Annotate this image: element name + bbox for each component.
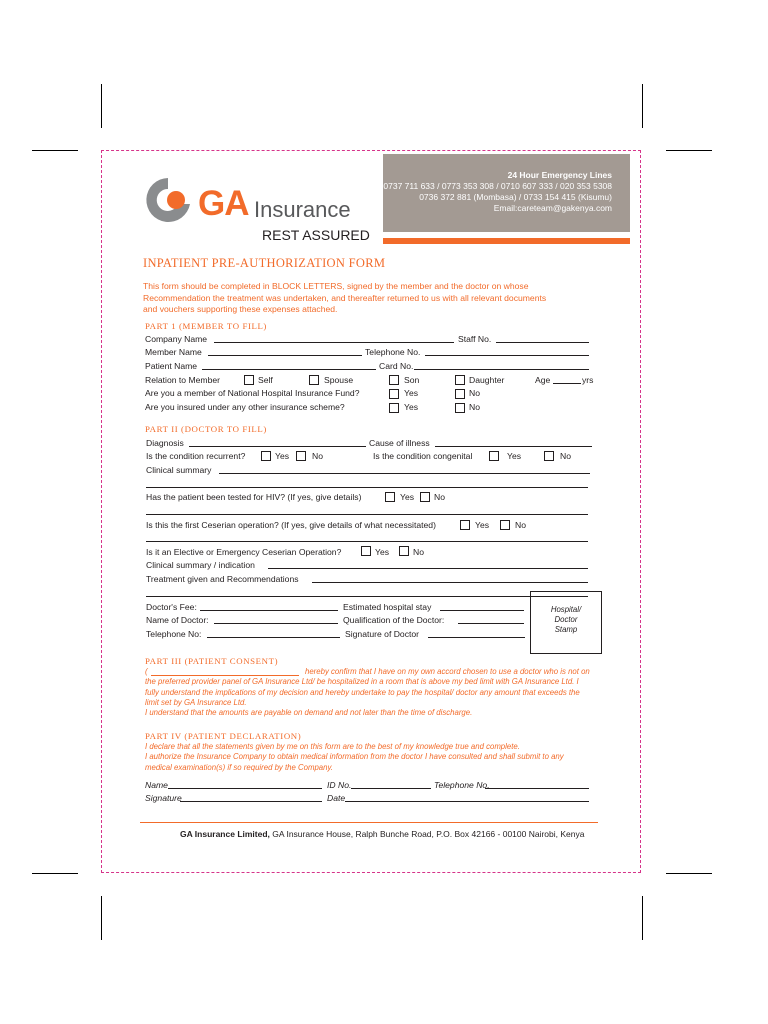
crop-mark xyxy=(32,150,78,151)
declaration-signature-field[interactable] xyxy=(180,801,322,802)
intro-line: and vouchers supporting these expenses attached. xyxy=(143,304,338,314)
stamp-label: Doctor xyxy=(554,615,578,624)
congenital-no-checkbox[interactable] xyxy=(544,451,554,461)
emergency-line: 0737 711 633 / 0773 353 308 / 0710 607 333 / 020 353 5308 xyxy=(383,181,612,191)
crop-mark xyxy=(666,150,712,151)
hiv-yes-checkbox[interactable] xyxy=(385,492,395,502)
ceserian-elective-checkbox[interactable] xyxy=(361,546,371,556)
consent-line: the preferred provider panel of GA Insurance Ltd/ be hospitalized in a room that is above my bed limit with GA Insurance Ltd. I xyxy=(145,677,579,687)
crop-mark xyxy=(101,84,102,128)
consent-line: hereby confirm that I have on my own accord chosen to use a doctor who is not on xyxy=(305,667,590,676)
footer-company: GA Insurance Limited, xyxy=(180,829,270,839)
doctor-signature-label: Signature of Doctor xyxy=(345,629,420,639)
logo-letters: GA xyxy=(198,184,249,223)
recurrent-question: Is the condition recurrent? xyxy=(146,451,246,461)
doctor-signature-field[interactable] xyxy=(428,637,525,638)
member-name-label: Member Name xyxy=(145,347,202,357)
ceserian-details-field[interactable] xyxy=(146,541,588,542)
yes-label: Yes xyxy=(375,547,390,557)
declaration-line: I declare that all the statements given by me on this form are to the best of my knowledge true and complete. xyxy=(145,742,520,751)
declaration-telephone-field[interactable] xyxy=(485,788,589,789)
nhif-no-checkbox[interactable] xyxy=(455,389,465,399)
other-insurance-question: Are you insured under any other insurance scheme? xyxy=(145,402,345,412)
doctors-fee-label: Doctor's Fee: xyxy=(146,602,197,612)
crop-mark xyxy=(642,896,643,940)
telephone-no-field[interactable] xyxy=(425,355,589,356)
tagline: REST ASSURED xyxy=(262,227,370,243)
declaration-id-field[interactable] xyxy=(351,788,431,789)
patient-name-label: Patient Name xyxy=(145,361,198,371)
other-insurance-no-checkbox[interactable] xyxy=(455,403,465,413)
emergency-title: 24 Hour Emergency Lines xyxy=(507,170,612,180)
hiv-details-field[interactable] xyxy=(146,514,588,515)
clinical-indication-field[interactable] xyxy=(268,568,588,569)
relation-self-checkbox[interactable] xyxy=(244,375,254,385)
declaration-date-label: Date xyxy=(327,793,346,803)
declaration-telephone-label: Telephone No. xyxy=(434,780,490,790)
part4-heading: PART IV (PATIENT DECLARATION) xyxy=(145,731,302,741)
emergency-lines-box xyxy=(383,154,630,232)
no-label: No xyxy=(312,451,323,461)
part1-heading: PART 1 (MEMBER TO FILL) xyxy=(145,321,267,331)
self-label: Self xyxy=(258,375,273,385)
declaration-line: medical examination(s) if so required by the Company. xyxy=(145,762,333,772)
yes-label: Yes xyxy=(275,451,290,461)
consent-line: limit set by GA Insurance Ltd. xyxy=(145,697,247,707)
nhif-yes-checkbox[interactable] xyxy=(389,389,399,399)
doctor-telephone-field[interactable] xyxy=(207,637,340,638)
yes-label: Yes xyxy=(404,402,419,412)
no-label: No xyxy=(515,520,526,530)
declaration-name-field[interactable] xyxy=(168,788,322,789)
yes-label: Yes xyxy=(404,388,419,398)
doctor-telephone-label: Telephone No: xyxy=(146,629,202,639)
hiv-no-checkbox[interactable] xyxy=(420,492,430,502)
emergency-line: 0736 372 881 (Mombasa) / 0733 154 415 (Kisumu) xyxy=(419,192,612,202)
logo-mark-icon xyxy=(142,174,198,226)
clinical-summary-field[interactable] xyxy=(146,487,588,488)
age-label: Age xyxy=(535,375,551,385)
crop-mark xyxy=(642,84,643,128)
footer-divider xyxy=(140,822,598,823)
other-insurance-yes-checkbox[interactable] xyxy=(389,403,399,413)
no-label: No xyxy=(469,402,480,412)
treatment-label: Treatment given and Recommendations xyxy=(146,574,299,584)
relation-label: Relation to Member xyxy=(145,375,220,385)
declaration-name-label: Name xyxy=(145,780,168,790)
staff-no-field[interactable] xyxy=(496,342,589,343)
emergency-email: Email:careteam@gakenya.com xyxy=(493,203,612,213)
doctor-name-field[interactable] xyxy=(214,623,338,624)
doctors-fee-field[interactable] xyxy=(200,610,338,611)
diagnosis-field[interactable] xyxy=(189,446,366,447)
yes-label: Yes xyxy=(400,492,415,502)
card-no-label: Card No. xyxy=(379,361,414,371)
patient-declaration-text xyxy=(145,742,615,773)
logo-word: Insurance xyxy=(254,197,351,222)
relation-son-checkbox[interactable] xyxy=(389,375,399,385)
nhif-question: Are you a member of National Hospital Insurance Fund? xyxy=(145,388,360,398)
consent-line: I understand that the amounts are payable on demand and not later than the time of discharge. xyxy=(145,708,473,718)
estimated-stay-field[interactable] xyxy=(440,610,524,611)
clinical-indication-label: Clinical summary / indication xyxy=(146,560,255,570)
part2-heading: PART II (DOCTOR TO FILL) xyxy=(145,424,267,434)
part3-heading: PART III (PATIENT CONSENT) xyxy=(145,656,279,666)
cause-label: Cause of illness xyxy=(369,438,430,448)
daughter-label: Daughter xyxy=(469,375,505,385)
no-label: No xyxy=(434,492,445,502)
yes-label: Yes xyxy=(475,520,490,530)
crop-mark xyxy=(32,873,78,874)
estimated-stay-label: Estimated hospital stay xyxy=(343,602,432,612)
crop-mark xyxy=(101,896,102,940)
declaration-line: I authorize the Insurance Company to obtain medical information from the doctor I have consulted and shall submit to any xyxy=(145,752,564,762)
clinical-summary-label: Clinical summary xyxy=(146,465,212,475)
qualification-field[interactable] xyxy=(458,623,524,624)
diagnosis-label: Diagnosis xyxy=(146,438,184,448)
first-ceserian-no-checkbox[interactable] xyxy=(500,520,510,530)
form-intro xyxy=(143,281,613,316)
no-label: No xyxy=(469,388,480,398)
relation-daughter-checkbox[interactable] xyxy=(455,375,465,385)
staff-no-label: Staff No. xyxy=(458,334,492,344)
member-name-field[interactable] xyxy=(208,355,362,356)
hospital-stamp-box[interactable] xyxy=(530,591,602,654)
first-ceserian-yes-checkbox[interactable] xyxy=(460,520,470,530)
cause-field[interactable] xyxy=(435,446,592,447)
clinical-summary-field[interactable] xyxy=(219,473,590,474)
card-no-field[interactable] xyxy=(414,369,589,370)
stamp-label: Stamp xyxy=(554,625,578,634)
company-name-field[interactable] xyxy=(214,342,454,343)
intro-line: This form should be completed in BLOCK LETTERS, signed by the member and the doctor on whose xyxy=(143,281,529,291)
age-field[interactable] xyxy=(553,383,581,384)
patient-name-consent-field[interactable] xyxy=(151,675,299,676)
consent-line: fully understand the implications of my decision and hereby undertake to pay the hospital/ doctor any amount that exceeds the xyxy=(145,687,580,697)
ceserian-type-question: Is it an Elective or Emergency Ceserian Operation? xyxy=(146,547,342,557)
no-label: No xyxy=(413,547,424,557)
doctor-name-label: Name of Doctor: xyxy=(146,615,209,625)
spouse-label: Spouse xyxy=(324,375,354,385)
treatment-field[interactable] xyxy=(312,582,588,583)
declaration-signature-label: Signature xyxy=(145,793,182,803)
consent-open-paren: ( xyxy=(145,667,148,676)
son-label: Son xyxy=(404,375,420,385)
patient-name-field[interactable] xyxy=(202,369,376,370)
declaration-id-label: ID No. xyxy=(327,780,352,790)
recurrent-yes-checkbox[interactable] xyxy=(261,451,271,461)
treatment-field[interactable] xyxy=(146,596,588,597)
form-title: INPATIENT PRE-AUTHORIZATION FORM xyxy=(143,256,386,270)
congenital-yes-checkbox[interactable] xyxy=(489,451,499,461)
yes-label: Yes xyxy=(507,451,522,461)
accent-bar xyxy=(383,238,630,244)
company-logo xyxy=(142,172,372,244)
patient-consent-text xyxy=(145,667,615,718)
stamp-label: Hospital/ xyxy=(550,605,582,614)
yrs-label: yrs xyxy=(582,375,594,385)
crop-mark xyxy=(666,873,712,874)
no-label: No xyxy=(560,451,571,461)
ceserian-emergency-checkbox[interactable] xyxy=(399,546,409,556)
first-ceserian-question: Is this the first Ceserian operation? (If yes, give details of what necessitated) xyxy=(146,520,436,530)
intro-line: Recommendation the treatment was undertaken, and thereafter returned to us with all relevant documents xyxy=(143,292,547,303)
hiv-question: Has the patient been tested for HIV? (If yes, give details) xyxy=(146,492,362,502)
company-name-label: Company Name xyxy=(145,334,208,344)
relation-spouse-checkbox[interactable] xyxy=(309,375,319,385)
congenital-question: Is the condition congenital xyxy=(373,451,473,461)
telephone-no-label: Telephone No. xyxy=(365,347,421,357)
recurrent-no-checkbox[interactable] xyxy=(296,451,306,461)
footer-address xyxy=(180,829,584,839)
declaration-date-field[interactable] xyxy=(345,801,589,802)
qualification-label: Qualification of the Doctor: xyxy=(343,615,445,625)
footer-address-text: GA Insurance House, Ralph Bunche Road, P.O. Box 42166 - 00100 Nairobi, Kenya xyxy=(272,829,585,839)
